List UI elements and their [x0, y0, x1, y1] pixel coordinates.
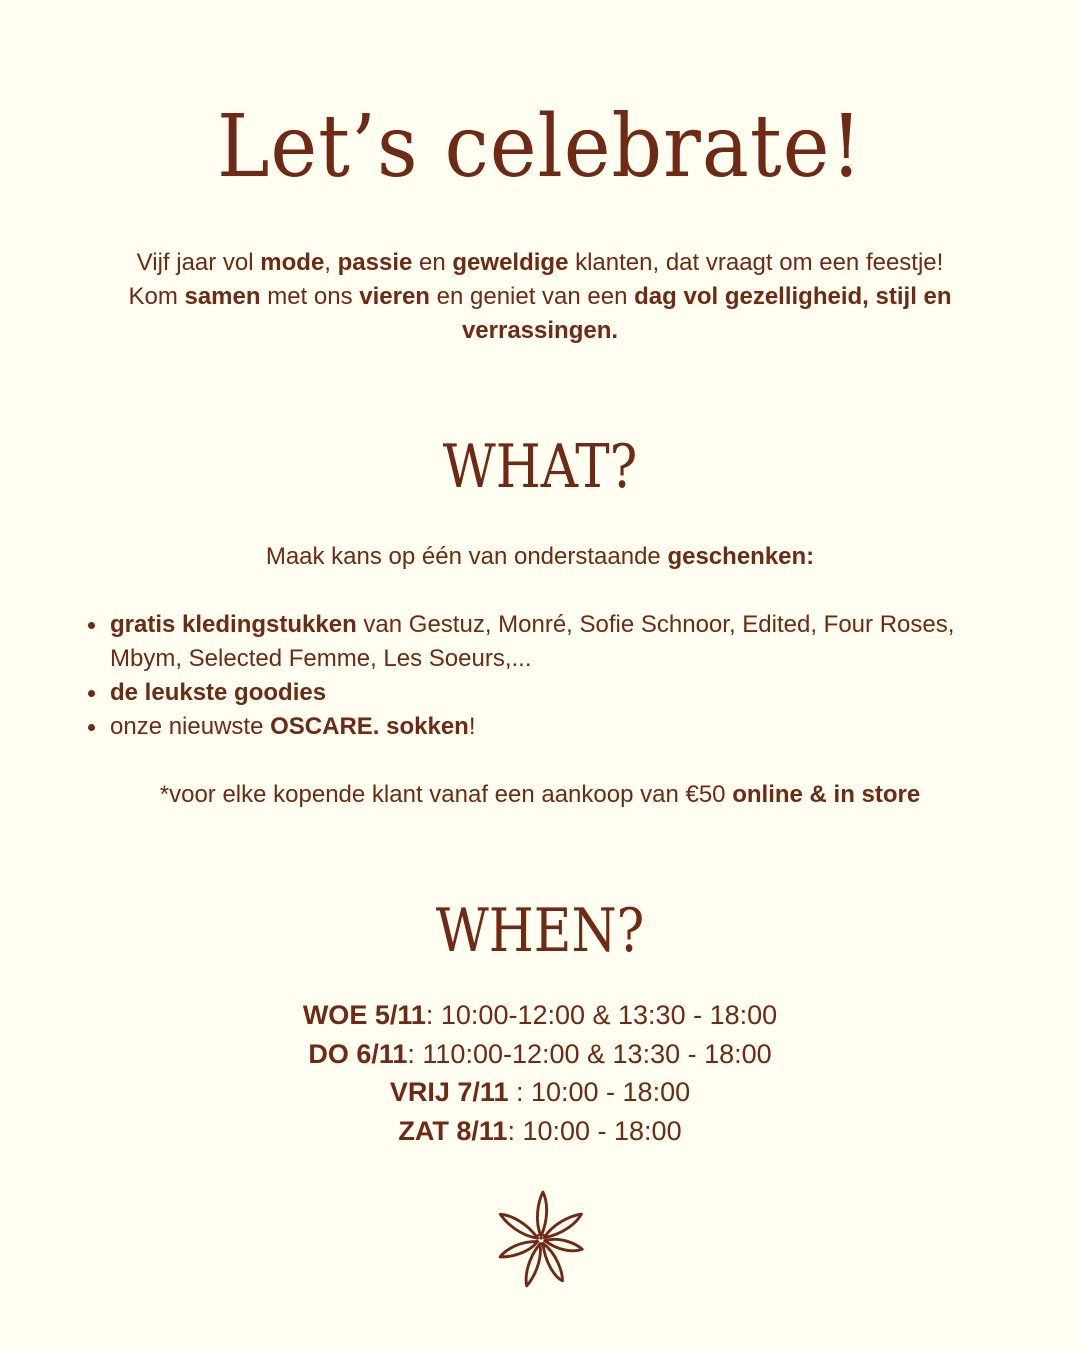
gift-list [110, 608, 1010, 744]
page-title: Let’s celebrate! [216, 97, 864, 197]
schedule-row: VRIJ 7/11 : 10:00 - 18:00 [389, 1077, 691, 1107]
list-item: de leukste goodies [110, 676, 1010, 710]
intro-line-1: Vijf jaar vol mode, passie en geweldige klanten, dat vraagt om een feestje! [136, 249, 944, 276]
schedule-row: WOE 5/11: 10:00-12:00 & 13:30 - 18:00 [302, 1000, 778, 1030]
footnote: *voor elke kopende klant vanaf een aankoop van €50 online & in store [159, 781, 921, 808]
schedule [0, 996, 1080, 1150]
schedule-row: DO 6/11: 110:00-12:00 & 13:30 - 18:00 [308, 1038, 772, 1069]
what-lead: Maak kans op één van onderstaande geschenken: [265, 543, 815, 570]
what-heading: WHAT? [442, 432, 638, 502]
when-heading: WHEN? [435, 896, 645, 966]
schedule-row: ZAT 8/11: 10:00 - 18:00 [398, 1115, 682, 1146]
intro-text [60, 246, 1020, 348]
list-item: onze nieuwste OSCARE. sokken! [110, 710, 1010, 744]
flower-icon [493, 1188, 589, 1292]
list-item: gratis kledingstukken van Gestuz, Monré, Sofie Schnoor, Edited, Four Roses, Mbym, Selected Femme, Les Soeurs,... [110, 608, 1010, 676]
intro-line-2: Kom samen met ons vieren en geniet van een dag vol gezelligheid, stijl en verrassingen. [128, 283, 952, 344]
